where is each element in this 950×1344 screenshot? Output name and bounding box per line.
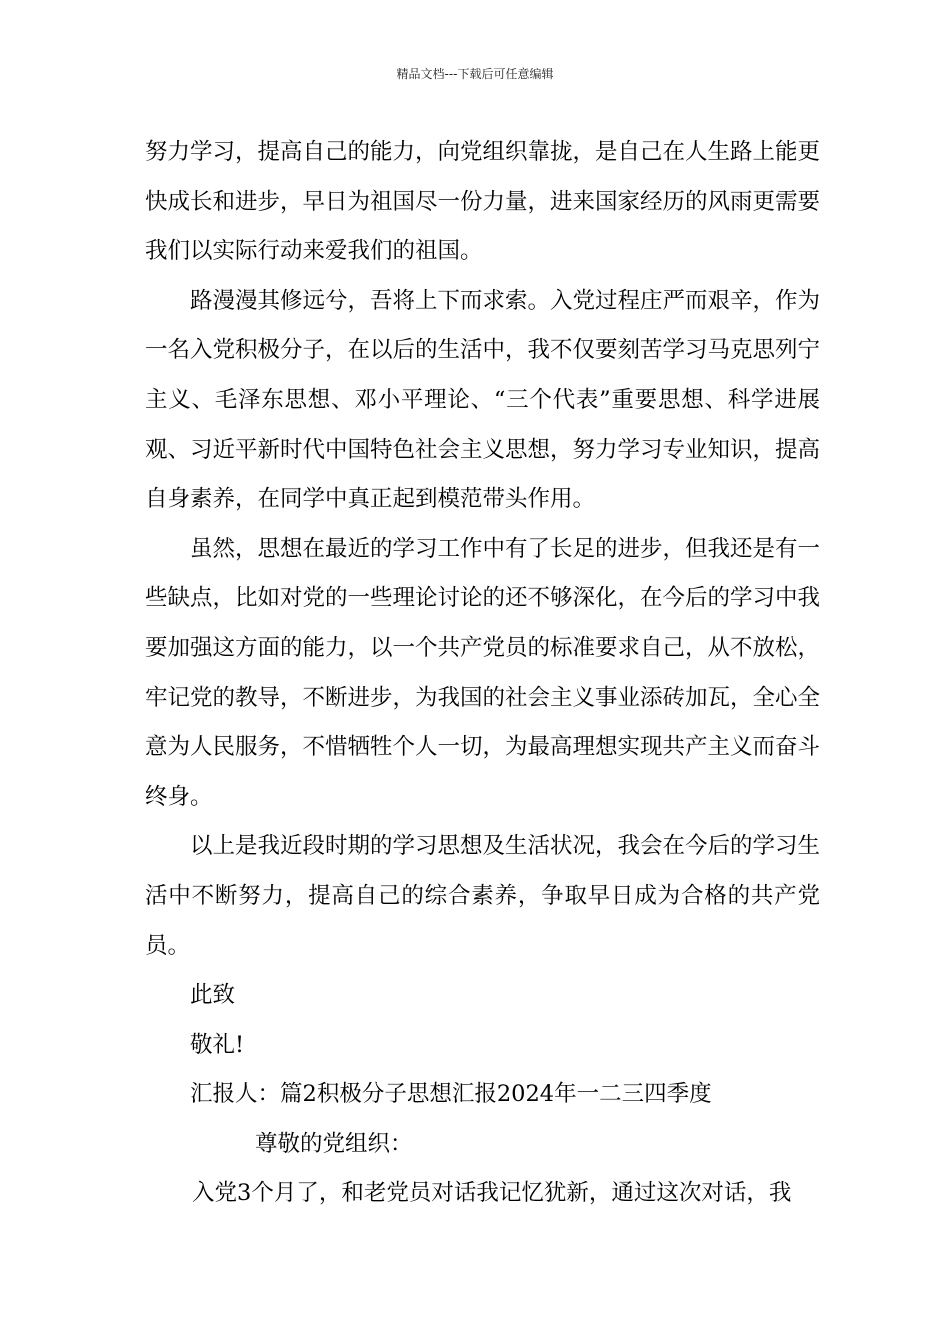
salutation-line: 尊敬的党组织： xyxy=(255,1130,413,1157)
document-body xyxy=(145,128,820,1219)
closing-line-1: 此致 xyxy=(190,982,236,1009)
paragraph-5: 入党3个月了，和老党员对话我记忆犹新，通过这次对话，我 xyxy=(192,1180,792,1207)
closing-line-2: 敬礼! xyxy=(190,1031,245,1058)
paragraph-1: 努力学习，提高自己的能力，向党组织靠拢，是自己在人生路上能更快成长和进步，早日为祖国尽一份力量，进来国家经历的风雨更需要我们以实际行动来爱我们的祖国。 xyxy=(145,139,821,265)
page-header: 精品文档---下载后可任意编辑 xyxy=(396,67,554,81)
reporter-line: 汇报人：篇2积极分子思想汇报2024年一二三四季度 xyxy=(190,1081,712,1108)
paragraph-2: 路漫漫其修远兮，吾将上下而求索。入党过程庄严而艰辛，作为一名入党积极分子，在以后的生活中，我不仅要刻苦学习马克思列宁主义、毛泽东思想、邓小平理论、“三个代表”重要思想、科学进展观、习近平新时代中国特色社会主义思想，努力学习专业知识，提高自身素养，在同学中真正起到模范带头作用。 xyxy=(145,287,821,513)
paragraph-4: 以上是我近段时期的学习思想及生活状况，我会在今后的学习生活中不断努力，提高自己的综合素养，争取早日成为合格的共产党员。 xyxy=(145,833,821,959)
paragraph-3: 虽然，思想在最近的学习工作中有了长足的进步，但我还是有一些缺点，比如对党的一些理论讨论的还不够深化，在今后的学习中我要加强这方面的能力，以一个共产党员的标准要求自己，从不放松，牢记党的教导，不断进步，为我国的社会主义事业添砖加瓦，全心全意为人民服务，不惜牺牲个人一切，为最高理想实现共产主义而奋斗终身。 xyxy=(145,535,821,810)
